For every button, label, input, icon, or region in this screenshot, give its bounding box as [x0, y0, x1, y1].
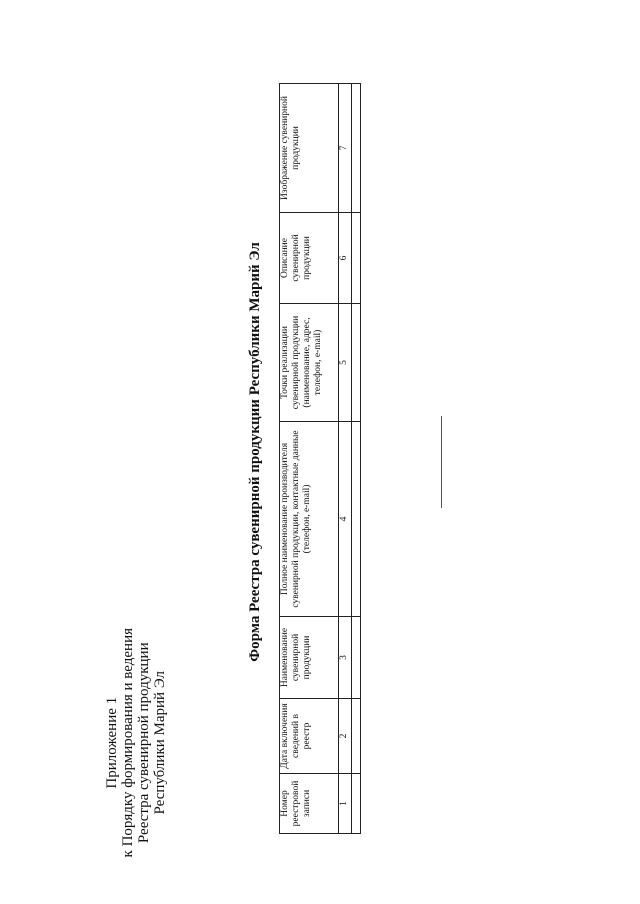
header-cell-inclusion-date: Дата включения сведений в реестр: [280, 699, 339, 774]
header-cell-product-name: Наименование сувенирной продукции: [280, 617, 339, 699]
header-cell-points-of-sale: Точки реализации сувенирной продукции (наименование, адрес, телефон, e-mail): [280, 304, 339, 422]
form-title: Форма Реестра сувенирной продукции Республики Марий Эл: [247, 242, 263, 662]
empty-cell: [352, 84, 361, 213]
column-number: 2: [339, 699, 352, 774]
column-number: 4: [339, 422, 352, 617]
appendix-block: [104, 628, 168, 857]
empty-cell: [352, 304, 361, 422]
header-row: [280, 84, 339, 834]
column-number: 6: [339, 213, 352, 304]
appendix-line: Реестра сувенирной продукции: [136, 642, 152, 844]
column-number: 5: [339, 304, 352, 422]
column-number: 3: [339, 617, 352, 699]
empty-cell: [352, 774, 361, 834]
appendix-line: Приложение 1: [104, 696, 120, 789]
appendix-line: Республики Марий Эл: [152, 670, 168, 815]
column-number-row: [339, 84, 352, 834]
end-divider-line: [441, 416, 442, 508]
header-cell-producer: Полное наименование производителя сувенирной продукции, контактные данные (телефон, e-mail): [280, 422, 339, 617]
header-cell-description: Описание сувенирной продукции: [280, 213, 339, 304]
empty-data-row: [352, 84, 361, 834]
empty-cell: [352, 422, 361, 617]
empty-cell: [352, 699, 361, 774]
header-cell-record-number: Номер реестровой записи: [280, 774, 339, 834]
header-cell-image: Изображение сувенирной продукции: [280, 84, 339, 213]
registry-form-table: [279, 83, 361, 834]
column-number: 1: [339, 774, 352, 834]
appendix-line: к Порядку формирования и ведения: [120, 628, 136, 858]
empty-cell: [352, 617, 361, 699]
empty-cell: [352, 213, 361, 304]
column-number: 7: [339, 84, 352, 213]
